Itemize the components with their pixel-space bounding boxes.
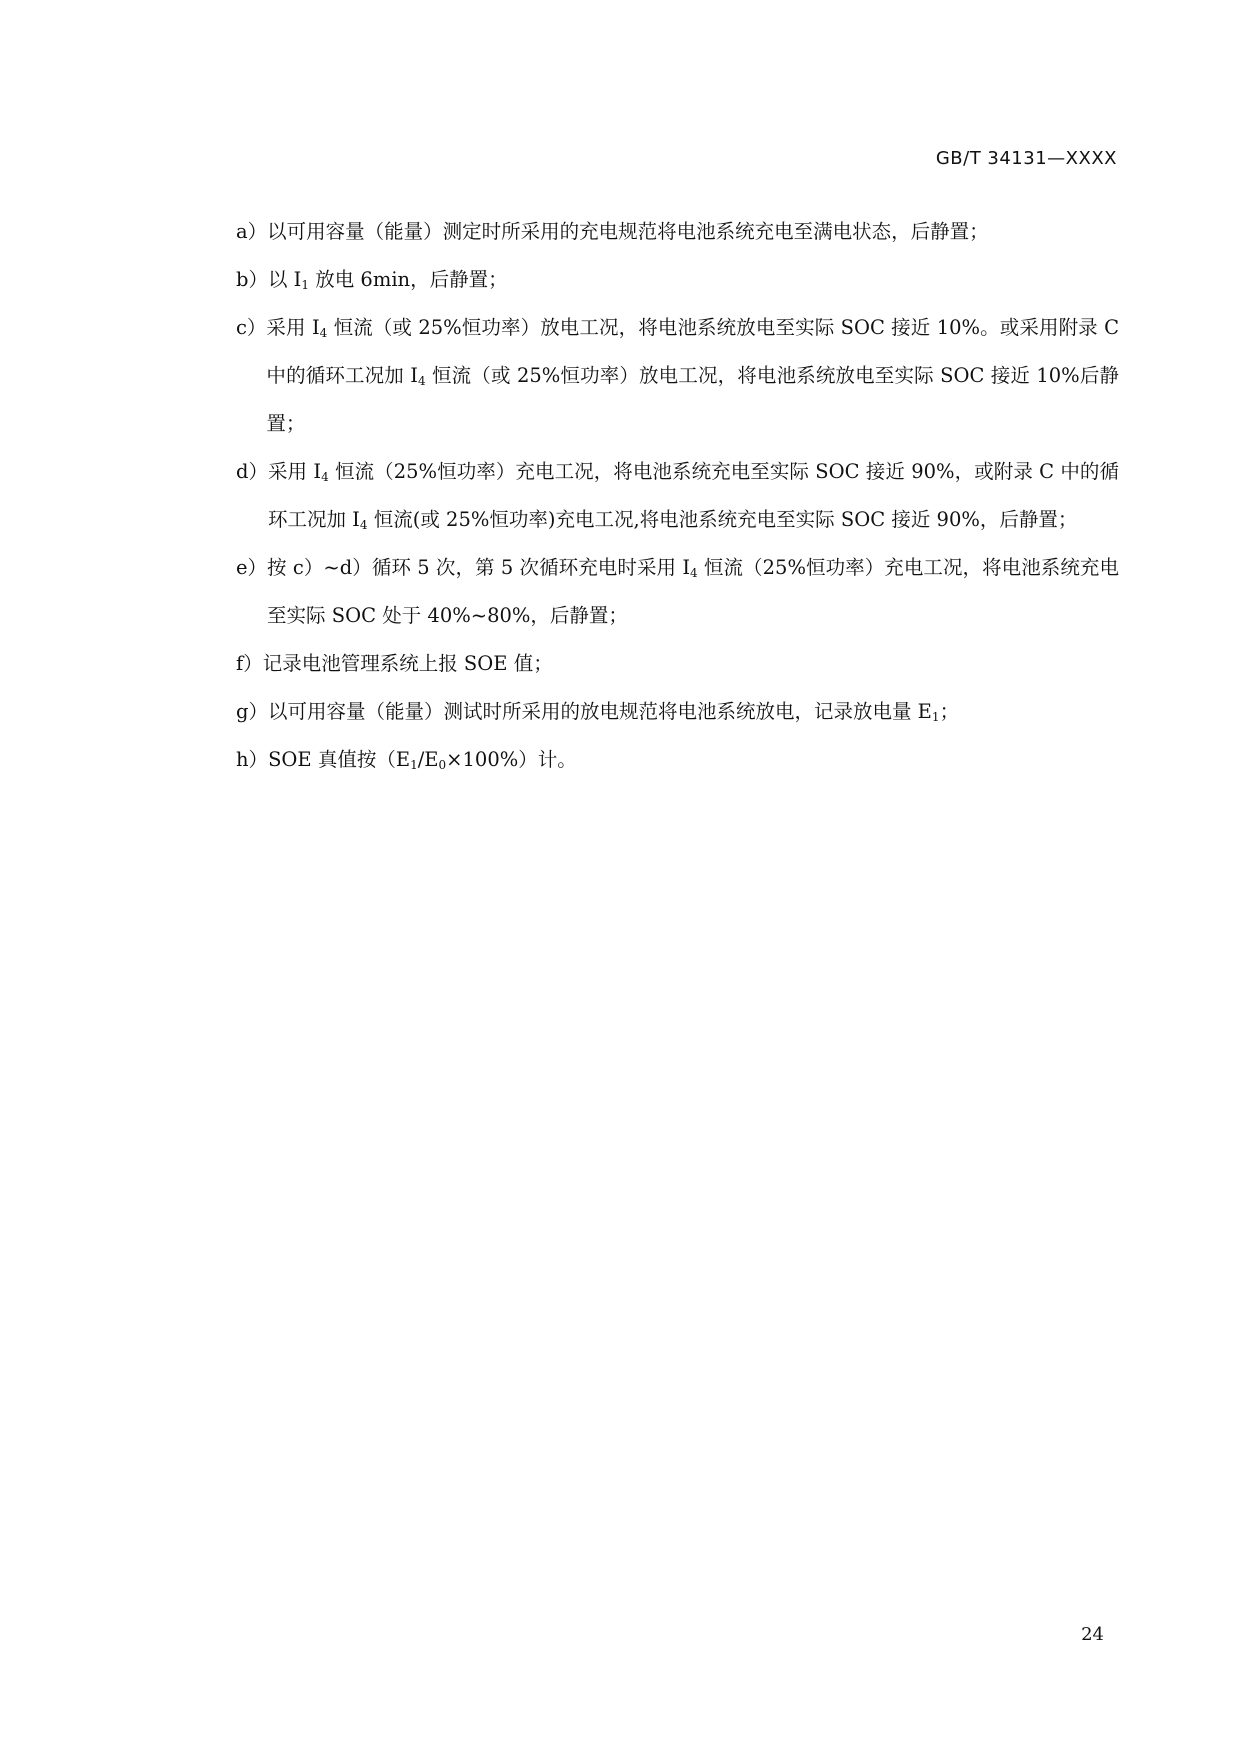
procedure-steps	[236, 208, 1119, 784]
step-label: d）	[236, 460, 268, 483]
step-text: 采用 $I_4$ 恒流（或 25%恒功率）放电工况，将电池系统放电至实际 SOC 接近 10%。或采用附录 C 中的循环工况加 $I_4$ 恒流（或 25%恒功率）放电工况，将电池系统放电至实际 SOC 接近 10%后静置；	[266, 316, 1120, 435]
step-text: 按 c）~d）循环 5 次，第 5 次循环充电时采用 $I_4$ 恒流（25%恒功率）充电工况，将电池系统充电至实际 SOC 处于 40%~80%，后静置；	[267, 556, 1119, 627]
page-number: 24	[1081, 1624, 1104, 1645]
step-g	[236, 688, 1119, 736]
step-a	[236, 208, 1119, 256]
step-e	[236, 544, 1119, 640]
step-c	[236, 304, 1119, 448]
step-label: h）	[236, 748, 269, 771]
step-text: 记录电池管理系统上报 SOE 值；	[262, 652, 553, 675]
step-b	[236, 256, 1119, 304]
step-label: g）	[236, 700, 268, 723]
step-label: a）	[236, 220, 268, 243]
step-label: c）	[236, 316, 267, 339]
step-text: 以可用容量（能量）测定时所采用的充电规范将电池系统充电至满电状态，后静置；	[267, 220, 989, 243]
step-f	[236, 640, 1119, 688]
step-text: 采用 $I_4$ 恒流（25%恒功率）充电工况，将电池系统充电至实际 SOC 接近 90%，或附录 C 中的循环工况加 $I_4$ 恒流(或 25%恒功率)充电工况,将电池系统充电至实际 SOC 接近 90%，后静置；	[267, 460, 1120, 532]
step-text: SOE 真值按$(E_1/E_0\times 100\%)$计。	[268, 748, 577, 772]
standard-number-header: GB/T 34131—XXXX	[935, 148, 1117, 169]
step-text: 以 $I_1$ 放电 6min，后静置；	[267, 268, 508, 292]
step-label: f）	[236, 652, 263, 675]
step-h	[236, 736, 1119, 784]
step-text: 以可用容量（能量）测试时所采用的放电规范将电池系统放电，记录放电量 $E_1$；	[267, 700, 960, 724]
step-label: b）	[236, 268, 268, 291]
step-d	[236, 448, 1119, 544]
step-label: e）	[236, 556, 268, 579]
